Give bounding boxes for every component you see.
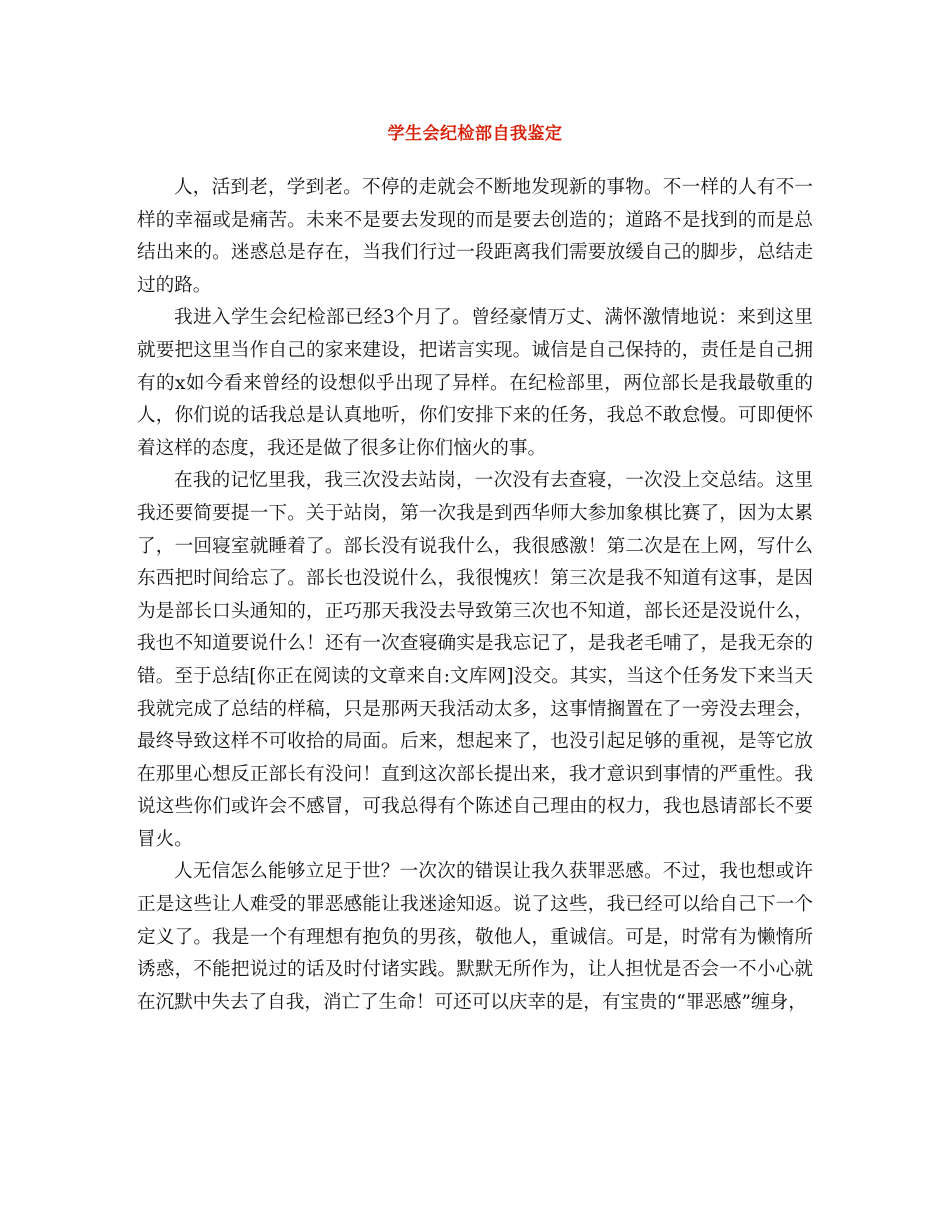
document-page xyxy=(137,118,813,1019)
paragraph-4: 人无信怎么能够立足于世？一次次的错误让我久获罪恶感。不过，我也想或许正是这些让人难受的罪恶感能让我迷途知返。说了这些，我已经可以给自己下一个定义了。我是一个有理想有抱负的男孩，敬他人，重诚信。可是，时常有为懒惰所诱惑，不能把说过的话及时付诸实践。默默无所作为，让人担忧是否会一不小心就在沉默中失去了自我，消亡了生命！可还可以庆幸的是，有宝贵的“罪恶感”缠身， xyxy=(137,861,813,1013)
paragraph-1: 人，活到老，学到老。不停的走就会不断地发现新的事物。不一样的人有不一样的幸福或是痛苦。未来不是要去发现的而是要去创造的；道路不是找到的而是总结出来的。迷惑总是存在，当我们行过一段距离我们需要放缓自己的脚步，总结走过的路。 xyxy=(137,177,813,296)
paragraph-3: 在我的记忆里我，我三次没去站岗，一次没有去查寝，一次没上交总结。这里我还要简要提一下。关于站岗，第一次我是到西华师大参加象棋比赛了，因为太累了，一回寝室就睡着了。部长没有说我什么，我很感激！第二次是在上网，写什么东西把时间给忘了。部长也没说什么，我很愧疚！第三次是我不知道有这事，是因为是部长口头通知的，正巧那天我没去导致第三次也不知道，部长还是没说什么，我也不知道要说什么！还有一次查寝确实是我忘记了，是我老毛哺了，是我无奈的错。至于总结[你正在阅读的文章来自:文库网]没交。其实，当这个任务发下来当天我就完成了总结的样稿，只是那两天我活动太多，这事情搁置在了一旁没去理会，最终导致这样不可收拾的局面。后来，想起来了，也没引起足够的重视，是等它放在那里心想反正部长有没问！直到这次部长提出来，我才意识到事情的严重性。我说这些你们或许会不感冒，可我总得有个陈述自己理由的权力，我也恳请部长不要冒火。 xyxy=(137,470,813,850)
paragraph-2: 我进入学生会纪检部已经3个月了。曾经豪情万丈、满怀激情地说：来到这里就要把这里当作自己的家来建设，把诺言实现。诚信是自己保持的，责任是自己拥有的x如今看来曾经的设想似乎出现了异样。在纪检部里，两位部长是我最敬重的人，你们说的话我总是认真地听，你们安排下来的任务，我总不敢怠慢。可即便怀着这样的态度，我还是做了很多让你们恼火的事。 xyxy=(137,307,813,459)
document-title: 学生会纪检部自我鉴定 xyxy=(387,124,563,144)
